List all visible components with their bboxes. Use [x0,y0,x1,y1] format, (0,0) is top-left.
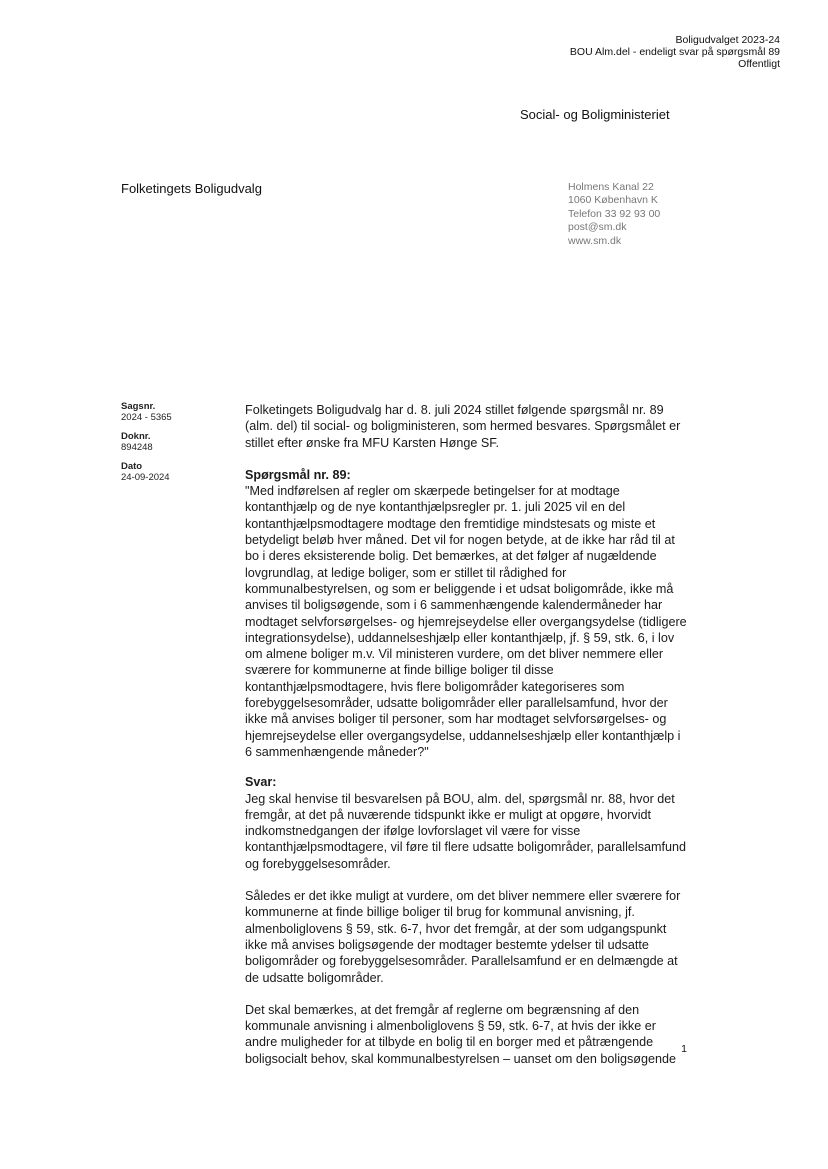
question-section [245,467,687,760]
document-date-label: Dato [121,461,143,472]
document-date-value: 24-09-2024 [121,471,170,483]
address-phone: Telefon 33 92 93 00 [568,207,661,220]
answer-heading: Svar: [245,775,277,790]
case-metadata [121,402,231,492]
stamp-status: Offentligt [738,58,780,70]
stamp-reference: BOU Alm.del - endeligt svar på spørgsmål 89 [569,46,780,58]
ministry-address [568,181,728,248]
document-number-label: Doknr. [121,431,151,442]
address-city: 1060 København K [568,194,658,207]
address-email: post@sm.dk [568,221,627,234]
answer-paragraph-2: Således er det ikke muligt at vurdere, om det bliver nemmere eller sværere for kommunerne at finde billige boliger til brug for kommunal anvisning, jf. almenboliglovens § 59, stk. 6-7, hvor det fremgår, at der som udgangspunkt ikke må anvises boligsøgende der modtager bestemte ydelser til udsatte boligområder og forebyggelsesområder. Parallelsamfund er en delmængde at de udsatte boligområder. [245,889,681,985]
intro-paragraph: Folketingets Boligudvalg har d. 8. juli 2024 stillet følgende spørgsmål nr. 89 (alm. del) til social- og boligministeren, som hermed besvares. Spørgsmålet er stillet efter ønske fra MFU Karsten Hønge SF. [245,403,681,450]
document-number [121,432,231,453]
answer-paragraph-3: Det skal bemærkes, at det fremgår af reglerne om begrænsning af den kommunale anvisning i almenboliglovens § 59, stk. 6-7, at hvis der ikke er andre muligheder for at tilbyde en bolig til en borger med et påtrængende boligsocialt behov, skal kommunalbestyrelsen – uanset om den boligsøgende [245,1002,677,1066]
answer-paragraph-1: Jeg skal henvise til besvarelsen på BOU, alm. del, spørgsmål nr. 88, hvor det fremgår, at det på nuværende tidspunkt ikke er muligt at opgøre, hvorvidt indkomstnedgangen der ifølge lovforslaget vil være for visse kontanthjælpsmodtagere, vil føre til flere udsatte boligområder, parallelsamfund og forebyggelsesområder. [245,791,687,871]
case-number-label: Sagsnr. [121,401,156,412]
letter-body [245,402,687,1083]
ministry-name: Social- og Boligministeriet [520,107,670,122]
document-number-value: 894248 [121,441,153,453]
recipient-name: Folketingets Boligudvalg [121,181,262,196]
document-date [121,462,231,483]
case-number [121,402,231,423]
stamp-committee: Boligudvalget 2023-24 [675,34,780,46]
question-heading: Spørgsmål nr. 89: [245,467,351,482]
case-number-value: 2024 - 5365 [121,411,172,423]
answer-section [245,774,687,1067]
question-text: "Med indførelsen af regler om skærpede betingelser for at modtage kontanthjælp og de nye kontanthjælpsregler pr. 1. juli 2025 vil en del kontanthjælpsmodtagere modtage den fremtidige mindstesats og miste et betydeligt beløb hver måned. Det vil for nogen betyde, at de ikke har råd til at bo i deres eksisterende bolig. Det bemærkes, at det følger af nugældende lovgrundlag, at ledige boliger, som er stillet til rådighed for kommunalbestyrelsen, og som er beliggende i et udsat boligområde, ikke må anvises til boligsøgende, som i 6 sammenhængende kalendermåneder har modtaget selvforsørgelses- og hjemrejseydelse eller overgangsydelse (tidligere integrationsydelse), uddannelseshjælp eller kontanthjælp, jf. § 59, stk. 6, i lov om almene boliger m.v. Vil ministeren vurdere, om det bliver nemmere eller sværere for kommunerne at finde billige boliger til disse kontanthjælpsmodtagere, hvis flere boligområder kategoriseres som forebyggelsesområder, udsatte boligområder eller parallelsamfund, hvor der ikke må anvises boliger til personer, som har modtaget selvforsørgelses- og hjemrejseydelse eller overgangsydelse, uddannelseshjælp eller kontanthjælp i 6 sammenhængende måneder?" [245,484,687,759]
document-stamp [450,34,780,70]
address-web: www.sm.dk [568,234,622,247]
page-number: 1 [681,1043,687,1055]
address-street: Holmens Kanal 22 [568,181,654,193]
